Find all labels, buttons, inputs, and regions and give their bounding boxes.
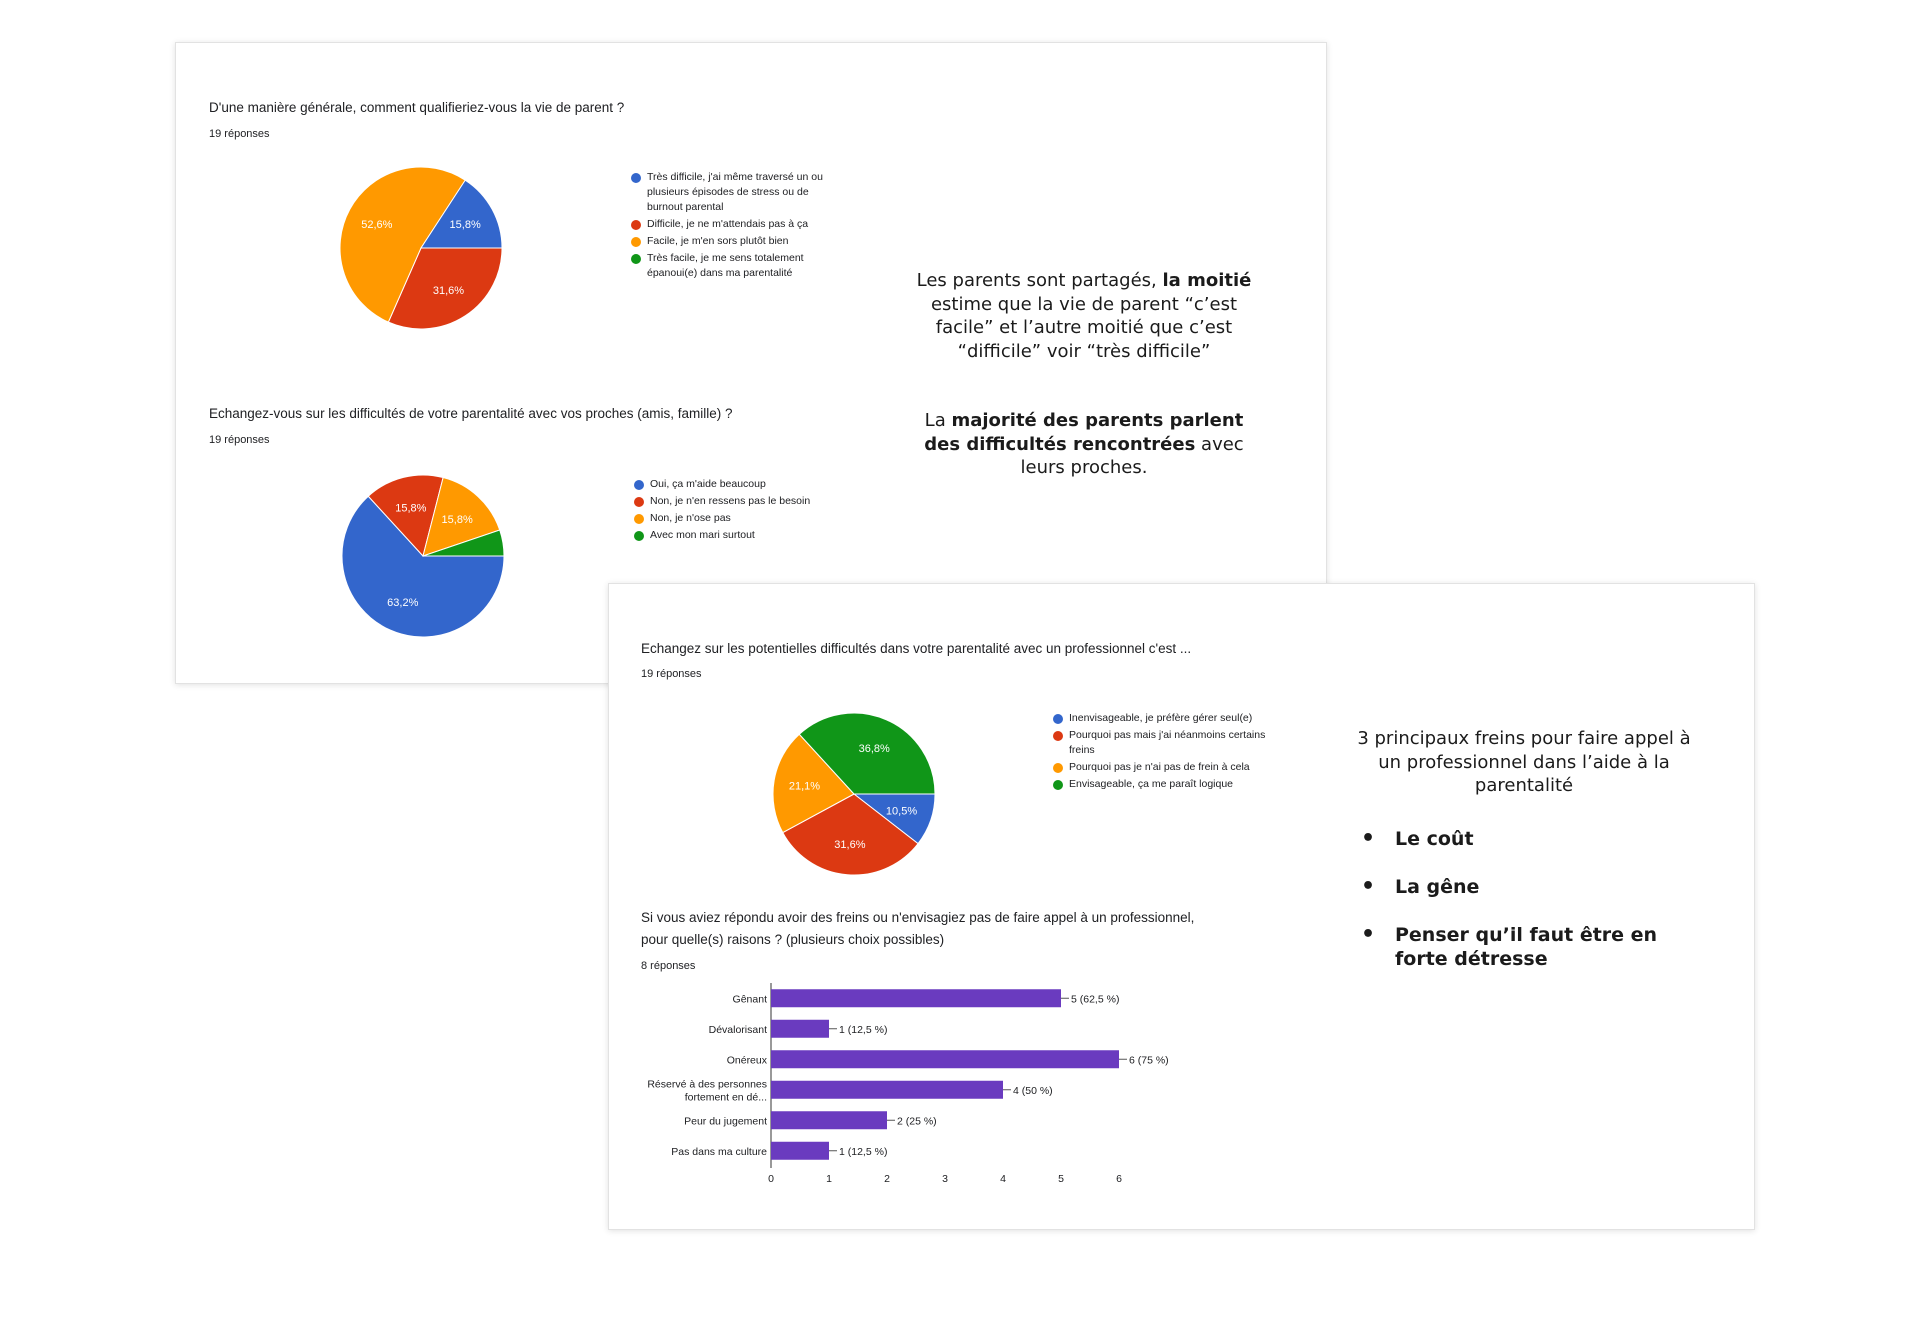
legend-label: Inenvisageable, je préfère gérer seul(e) xyxy=(1069,712,1253,724)
pie-legend-life-as-parent xyxy=(631,170,831,283)
category-label: Pas dans ma culture xyxy=(671,1145,767,1158)
legend-item xyxy=(631,251,831,281)
bar-value-label: 4 (50 %) xyxy=(1013,1084,1053,1097)
pie-legend-talk-with-relatives xyxy=(634,477,854,545)
category-label: Réservé à des personnes xyxy=(647,1078,767,1091)
bar xyxy=(771,1111,887,1129)
legend-color-dot xyxy=(631,237,641,247)
bar xyxy=(771,989,1061,1007)
bar xyxy=(771,1081,1003,1099)
legend-label: Très difficile, j'ai même traversé un ou plusieurs épisodes de stress ou de burnout parental xyxy=(647,171,823,213)
comment-majority-talk: La majorité des parents parlent des difficultés rencontrées avec leurs proches. xyxy=(924,410,1244,478)
legend-label: Pourquoi pas je n'ai pas de frein à cela xyxy=(1069,761,1250,773)
x-tick-label: 2 xyxy=(884,1173,890,1185)
legend-color-dot xyxy=(1053,714,1063,724)
category-label: Dévalorisant xyxy=(708,1023,767,1036)
category-label: Gênant xyxy=(732,993,767,1006)
question-3-title: Echangez sur les potentielles difficultés dans votre parentalité avec un professionnel c'est ... xyxy=(641,641,1192,656)
legend-item xyxy=(631,217,831,232)
legend-item xyxy=(634,528,854,543)
question-1-response-count: 19 réponses xyxy=(209,128,270,140)
bar xyxy=(771,1142,829,1160)
barrier-item: • La gêne xyxy=(1361,875,1661,899)
legend-label: Oui, ça m'aide beaucoup xyxy=(650,478,766,490)
comment-parents-divided: Les parents sont partagés, la moitié estime que la vie de parent “c’est facile” et l’autre moitié que c’est “difficile” voir “très difficile” xyxy=(916,270,1252,362)
question-4-response-count: 8 réponses xyxy=(641,960,696,972)
legend-color-dot xyxy=(1053,780,1063,790)
category-label: fortement en dé... xyxy=(684,1091,767,1104)
pie-slice-label: 31,6% xyxy=(834,839,866,852)
question-3-response-count: 19 réponses xyxy=(641,668,702,680)
bar-value-label: 6 (75 %) xyxy=(1129,1054,1169,1067)
legend-color-dot xyxy=(1053,731,1063,741)
question-2-title: Echangez-vous sur les difficultés de votre parentalité avec vos proches (amis, famille) ? xyxy=(209,406,733,421)
pie-legend-talk-with-professional xyxy=(1053,711,1273,794)
x-tick-label: 5 xyxy=(1058,1173,1064,1185)
category-label: Peur du jugement xyxy=(684,1115,767,1128)
pie-slice-label: 15,8% xyxy=(449,219,481,232)
legend-item xyxy=(634,511,854,526)
question-2-response-count: 19 réponses xyxy=(209,434,270,446)
legend-item xyxy=(634,494,854,509)
pie-slice-label: 31,6% xyxy=(432,285,465,298)
x-tick-label: 6 xyxy=(1116,1173,1122,1185)
legend-label: Facile, je m'en sors plutôt bien xyxy=(647,235,789,247)
legend-color-dot xyxy=(634,531,644,541)
x-tick-label: 3 xyxy=(942,1173,948,1185)
barrier-item: • Penser qu’il faut être en forte détresse xyxy=(1361,923,1661,971)
pie-chart-life-as-parent xyxy=(336,163,506,333)
x-tick-label: 4 xyxy=(1000,1173,1006,1185)
barriers-list xyxy=(1361,827,1661,995)
slide-2-card xyxy=(608,583,1755,1230)
pie-chart-talk-with-professional xyxy=(769,709,939,879)
bar-value-label: 5 (62,5 %) xyxy=(1071,993,1120,1006)
bar xyxy=(771,1020,829,1038)
legend-label: Avec mon mari surtout xyxy=(650,529,755,541)
pie-slice-label: 15,8% xyxy=(395,502,427,515)
pie-slice-label: 15,8% xyxy=(441,514,473,527)
legend-color-dot xyxy=(631,254,641,264)
legend-color-dot xyxy=(634,497,644,507)
legend-item xyxy=(1053,777,1273,792)
legend-label: Envisageable, ça me paraît logique xyxy=(1069,778,1234,790)
x-tick-label: 0 xyxy=(768,1173,774,1185)
bar-value-label: 1 (12,5 %) xyxy=(839,1145,888,1158)
legend-color-dot xyxy=(634,514,644,524)
bar xyxy=(771,1050,1119,1068)
legend-item xyxy=(1053,711,1273,726)
legend-label: Non, je n'en ressens pas le besoin xyxy=(650,495,811,507)
legend-item xyxy=(1053,728,1273,758)
comment-three-barriers: 3 principaux freins pour faire appel à un professionnel dans l’aide à la parentalité xyxy=(1357,728,1691,796)
legend-item xyxy=(634,477,854,492)
legend-item xyxy=(631,170,831,215)
pie-slice-label: 36,8% xyxy=(858,743,890,756)
legend-item xyxy=(1053,760,1273,775)
question-4-title: Si vous aviez répondu avoir des freins ou n'envisagiez pas de faire appel à un professionnel, pour quelle(s) raisons ? (plusieurs choix possibles) xyxy=(641,910,1195,947)
pie-slice-label: 10,5% xyxy=(885,805,918,818)
legend-color-dot xyxy=(634,480,644,490)
legend-label: Pourquoi pas mais j'ai néanmoins certains freins xyxy=(1069,729,1266,756)
bar-chart-reasons xyxy=(644,979,1204,1194)
pie-slice-label: 63,2% xyxy=(387,596,419,609)
legend-item xyxy=(631,234,831,249)
legend-label: Très facile, je me sens totalement épanoui(e) dans ma parentalité xyxy=(647,252,804,279)
question-1-title: D'une manière générale, comment qualifieriez-vous la vie de parent ? xyxy=(209,100,625,115)
pie-slice-label: 21,1% xyxy=(788,780,821,793)
pie-slice-label: 52,6% xyxy=(361,219,393,232)
pie-chart-talk-with-relatives xyxy=(338,471,508,641)
legend-color-dot xyxy=(1053,763,1063,773)
legend-label: Difficile, je ne m'attendais pas à ça xyxy=(647,218,809,230)
legend-color-dot xyxy=(631,173,641,183)
barrier-item: • Le coût xyxy=(1361,827,1661,851)
bar-value-label: 1 (12,5 %) xyxy=(839,1023,888,1036)
legend-label: Non, je n'ose pas xyxy=(650,512,731,524)
x-tick-label: 1 xyxy=(826,1173,832,1185)
bar-value-label: 2 (25 %) xyxy=(897,1115,937,1128)
category-label: Onéreux xyxy=(726,1054,767,1067)
legend-color-dot xyxy=(631,220,641,230)
